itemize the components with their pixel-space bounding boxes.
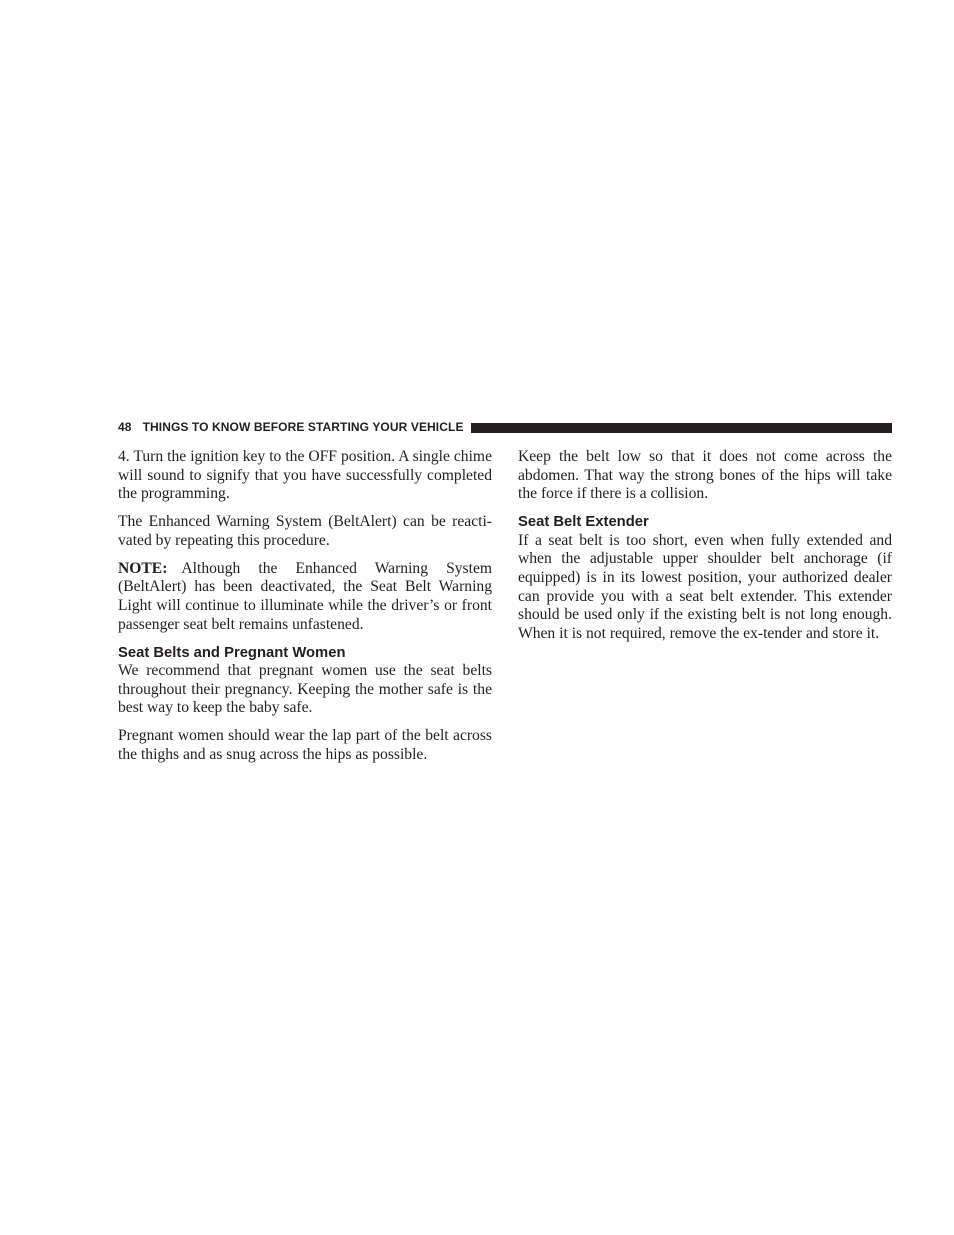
note-paragraph — [118, 560, 492, 634]
paragraph-step-4: 4. Turn the ignition key to the OFF position. A single chime will sound to signify that you have successfully completed the programming. — [118, 448, 492, 503]
paragraph-pregnant-lap: Pregnant women should wear the lap part of the belt across the thighs and as snug across the hips as possible. — [118, 727, 492, 763]
heading-pregnant-women: Seat Belts and Pregnant Women — [118, 644, 346, 661]
section-title: THINGS TO KNOW BEFORE STARTING YOUR VEHICLE — [142, 420, 464, 434]
header-rule — [471, 423, 892, 433]
left-column — [118, 448, 492, 774]
right-column — [518, 448, 892, 653]
paragraph-pregnant-recommend: We recommend that pregnant women use the seat belts throughout their pregnancy. Keeping the mother safe is the best way to keep the baby safe. — [118, 662, 492, 717]
note-text: Although the Enhanced Warning System (BeltAlert) has been deactivated, the Seat Belt Warning Light will continue to illuminate while the driver’s or front passenger seat belt remains unfastened. — [118, 559, 492, 633]
header-text — [118, 419, 464, 435]
paragraph-belt-low: Keep the belt low so that it does not come across the abdomen. That way the strong bones of the hips will take the force if there is a collision. — [518, 448, 892, 503]
paragraph-reactivate: The Enhanced Warning System (BeltAlert) can be reacti-vated by repeating this procedure. — [118, 513, 492, 549]
paragraph-extender: If a seat belt is too short, even when fully extended and when the adjustable upper shoulder belt anchorage (if equipped) is in its lowest position, your authorized dealer can provide you with a seat belt extender. This extender should be used only if the existing belt is not long enough. When it is not required, remove the ex-tender and store it. — [518, 531, 892, 642]
heading-seat-belt-extender: Seat Belt Extender — [518, 514, 649, 531]
page-header — [118, 419, 892, 435]
page-number: 48 — [118, 420, 132, 434]
note-label: NOTE: — [118, 559, 168, 577]
